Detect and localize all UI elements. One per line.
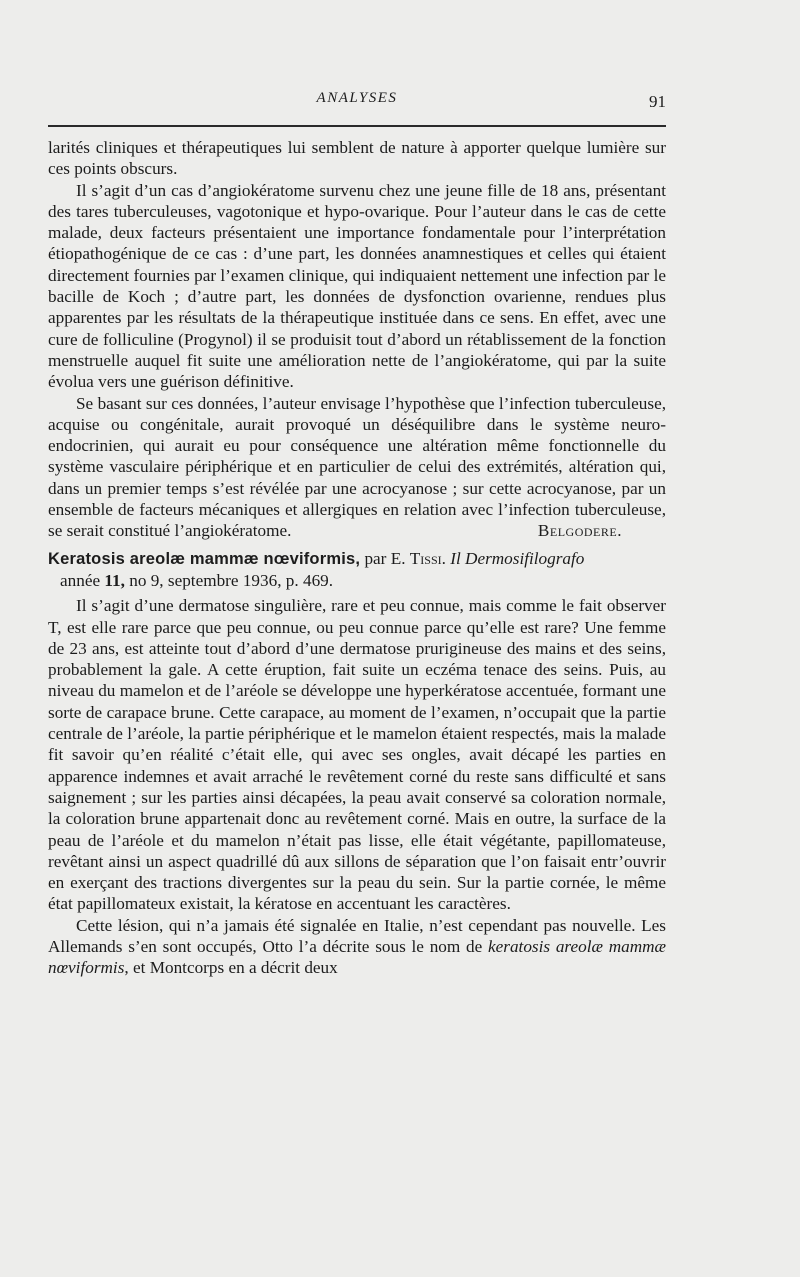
running-head bbox=[48, 90, 666, 112]
entry-by: par E. bbox=[364, 548, 406, 568]
reference-line bbox=[48, 570, 666, 591]
entry-author: Tissi. bbox=[409, 548, 446, 568]
lesion-term: keratosis areolæ mammæ nœviformis bbox=[48, 936, 666, 978]
lesion-text-end: , et Montcorps en a décrit deux bbox=[124, 958, 338, 978]
journal-name: Il Dermosifilografo bbox=[450, 548, 585, 568]
reference-volume: 11, bbox=[104, 570, 125, 590]
paragraph-lesion bbox=[48, 915, 666, 979]
entry-heading bbox=[48, 548, 666, 570]
paragraph-entry-case: Il s’agit d’une dermatose singulière, rare et peu connue, mais comme le fait observer T, est elle rare parce que peu connue, ou peu connue parce qu’elle est rare? Une femme de 23 ans, est atteinte tout d’abord d’une dermatose prurigineuse des mains et des seins, probablement la gale. A cette éruption, fait suite un eczéma tenace des seins. Puis, au niveau du mamelon et de l’aréole se développe une hyperkératose accentuée, formant une sorte de carapace brune. Cette carapace, au moment de l’examen, n’occupait que la partie centrale de l’aréole, la partie périphérique et le mamelon étaient respectés, mais la malade fit savoir qu’en réalité c’était elle, qui avec ses ongles, avait décapé les parties en apparence indemnes et avait arraché le revêtement corné du reste sans difficulté et sans saignement ; sur les parties ainsi décapées, la peau avait conservé sa coloration normale, la coloration brune appartenait donc au revêtement corné. Mais en outre, la surface de la peau de l’aréole et du mamelon n’était pas lisse, elle était végétante, papillomateuse, revêtant ainsi un aspect quadrillé dû aux sillons de séparation que l’on faisait entr’ouvrir en exerçant des tractions divergentes sur la peau du sein. Sur la partie cornée, le même état papillomateux existait, la kératose en accentuant les caractères. bbox=[48, 596, 666, 914]
page-number: 91 bbox=[649, 92, 666, 111]
hypothesis-text: Se basant sur ces données, l’auteur envisage l’hypothèse que l’infection tuberculeuse, acquise ou congénitale, aurait provoqué un déséquilibre dans le système neuro-endocrinien, qui aurait eu pour conséquence une altération même fonctionnelle du système vasculaire périphérique et en particulier de celui des extrémités, altération qui, dans un premier temps s’est révélée par une acrocyanose ; sur cette acrocyanose, par un ensemble de facteurs mécaniques et allergiques en relation avec l’infection tuberculeuse, se serait constitué l’angiokératome. bbox=[48, 393, 666, 541]
paragraph-case-angiokeratoma: Il s’agit d’un cas d’angiokératome survenu chez une jeune fille de 18 ans, présentant des tares tuberculeuses, vagotonique et hypo-ovarique. Pour l’auteur dans le cas de cette malade, deux facteurs présentaient une importance fondamentale pour l’interprétation étiopathogénique de ce cas : d’une part, les données anamnestiques et celles qui étaient directement fournies par l’examen clinique, qui indiquaient nettement une infection par le bacille de Koch ; d’autre part, les données de dysfonction ovarienne, rendues plus apparentes par les résultats de la thérapeutique instituée dans ce sens. En effet, avec une cure de folliculine (Progynol) il se produisit tout d’abord un rétablissement de la fonction menstruelle auquel fit suite une amélioration nette de l’angiokératome, qui par la suite évolua vers une guérison définitive. bbox=[48, 180, 666, 392]
paragraph-hypothesis bbox=[48, 393, 666, 542]
reference-annee: année bbox=[60, 570, 101, 590]
reference-issue: no 9, septembre 1936, p. 469. bbox=[129, 570, 334, 590]
paragraph-hypothesis-text bbox=[48, 393, 666, 542]
header-rule bbox=[48, 125, 666, 127]
author-signature: Belgodere. bbox=[537, 521, 622, 541]
running-title: ANALYSES bbox=[316, 90, 398, 106]
entry-title: Keratosis areolæ mammæ nœviformis, bbox=[48, 549, 361, 568]
body-text bbox=[48, 137, 666, 979]
lesion-text-start: Cette lésion, qui n’a jamais été signalée en Italie, n’est cependant pas nouvelle. Les Allemands s’en sont occupés, Otto l’a décrite sous le nom de bbox=[48, 915, 666, 956]
paragraph-continued: larités cliniques et thérapeutiques lui semblent de nature à apporter quelque lumière sur ces points obscurs. bbox=[48, 138, 666, 179]
